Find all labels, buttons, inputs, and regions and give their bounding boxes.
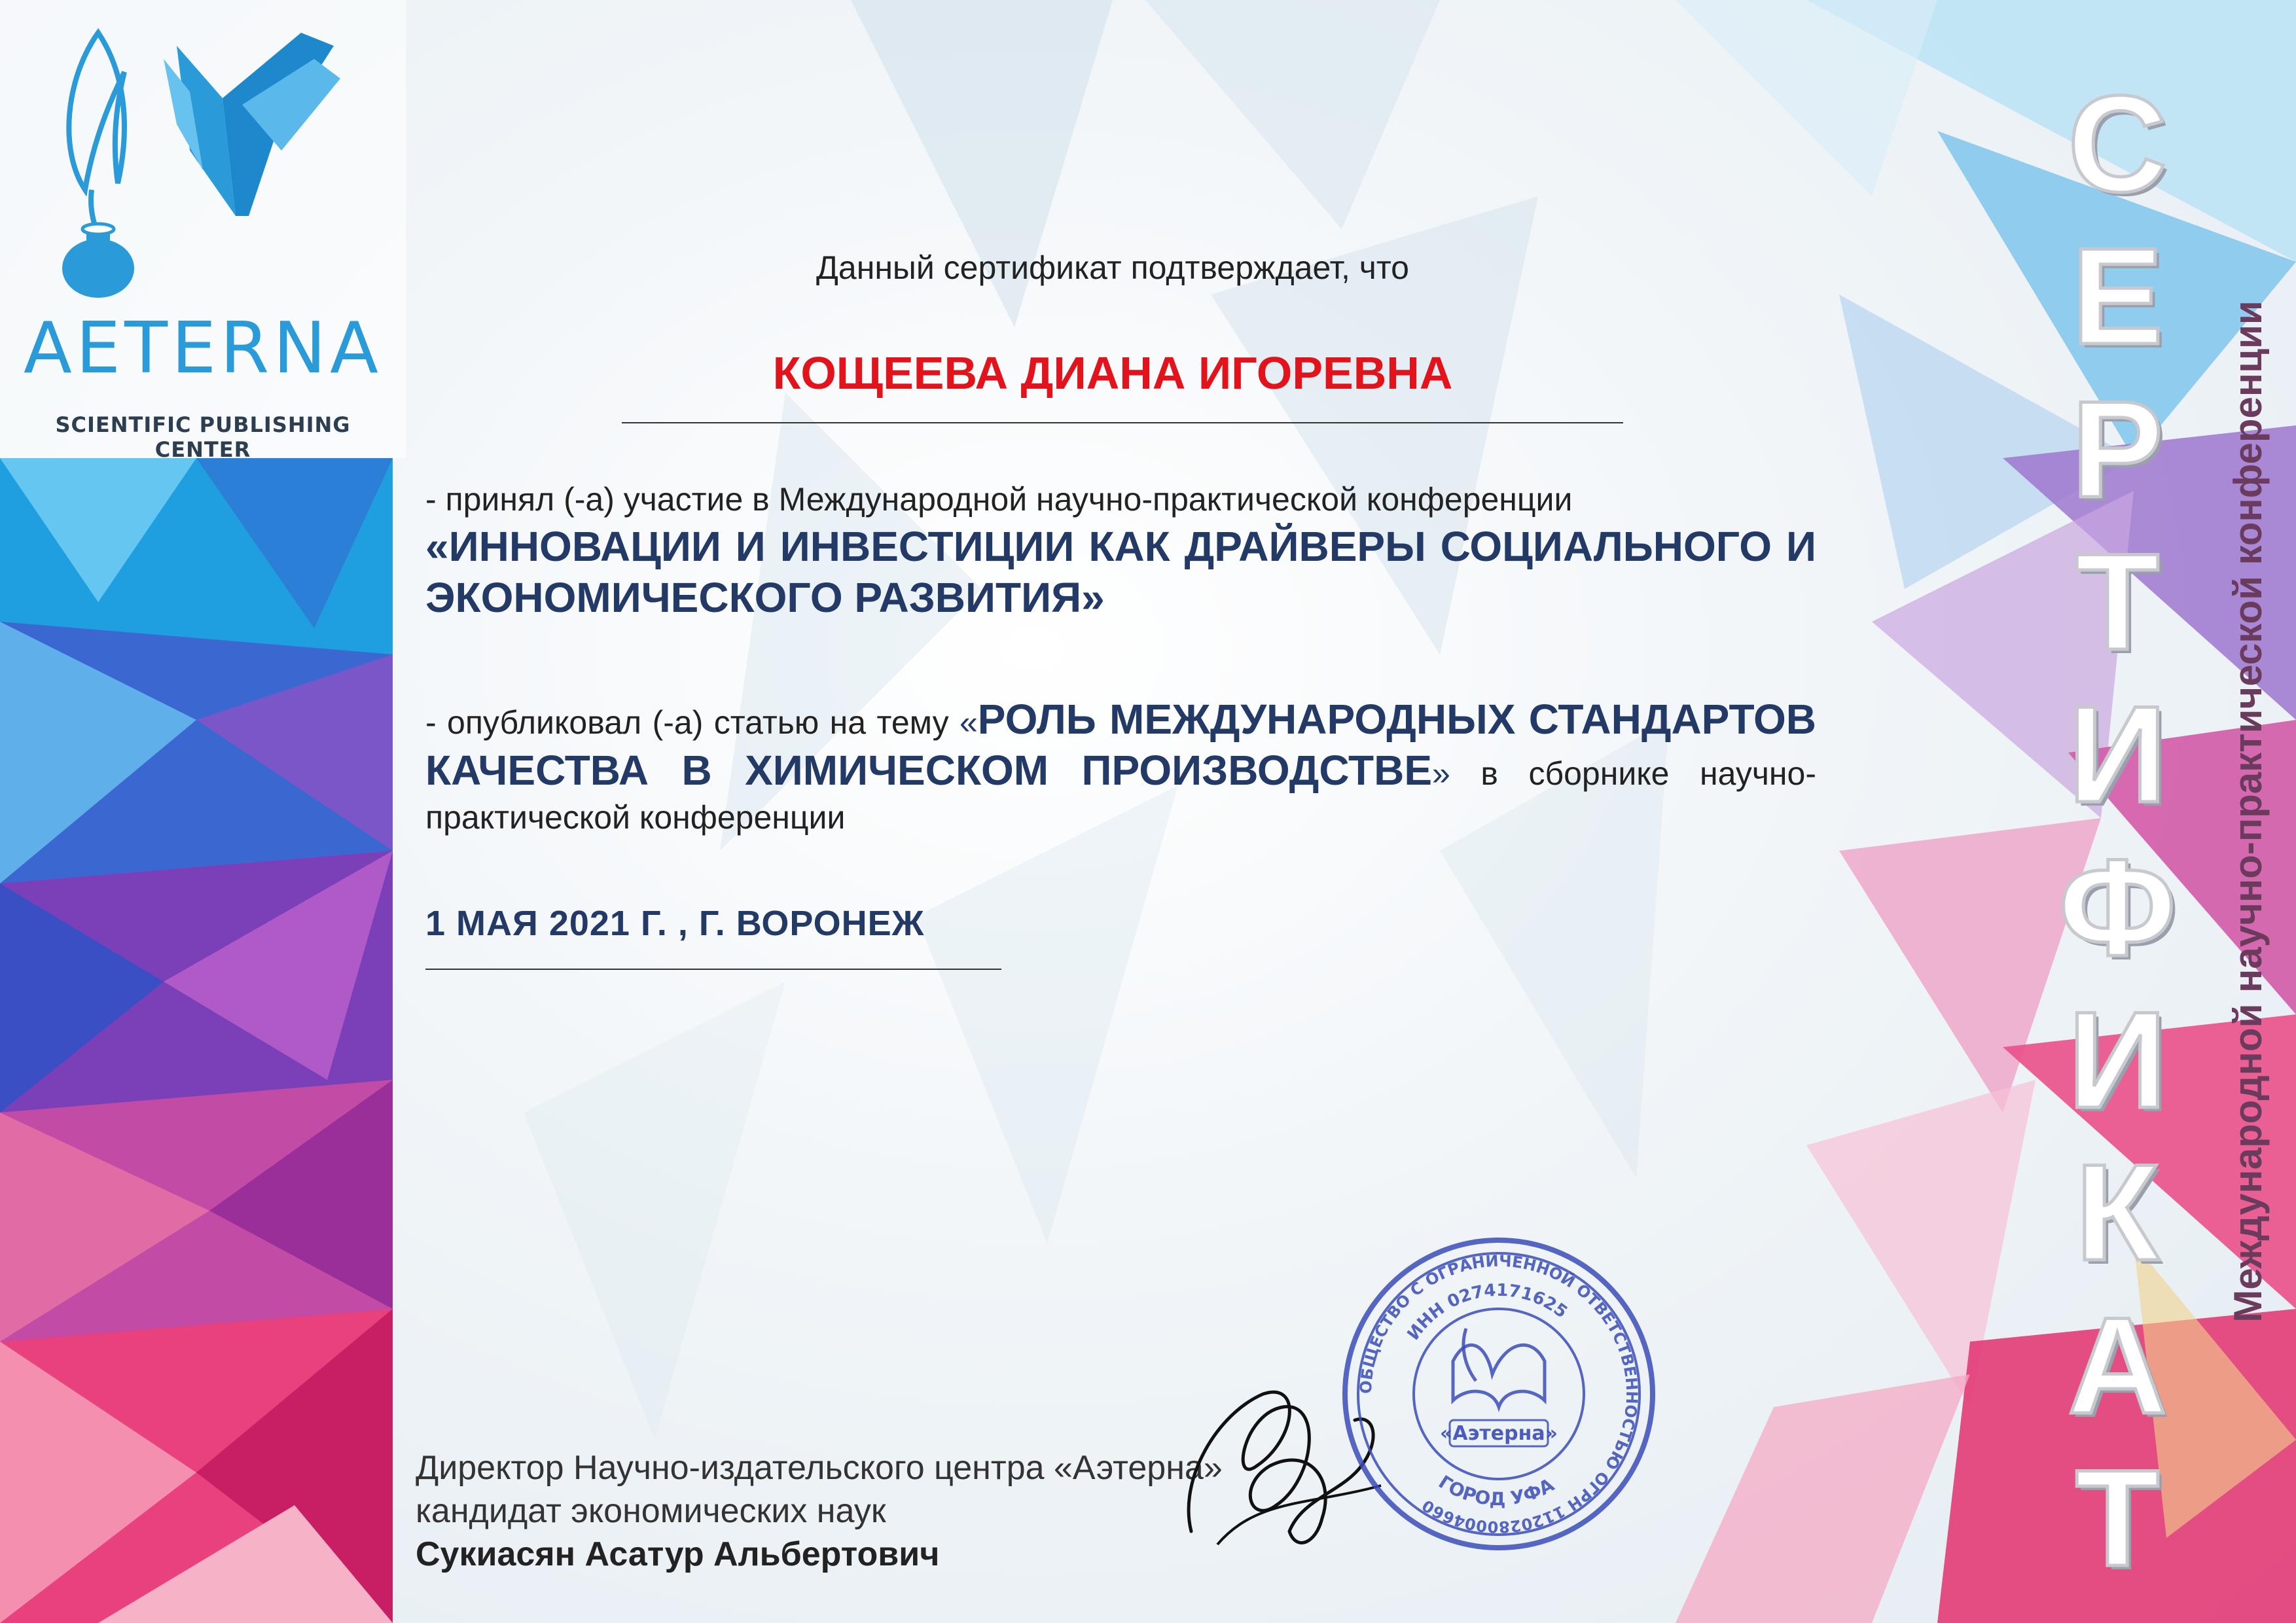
publication-suffix: в сборнике научно-практической конференции — [425, 755, 1816, 836]
side-conference-text: Международной научно-практической конференции — [2226, 300, 2270, 1323]
director-block — [416, 1446, 1223, 1576]
logo-subtitle: SCIENTIFIC PUBLISHING CENTER — [55, 412, 351, 462]
left-decor-strip — [0, 458, 393, 1623]
side-letter: И — [2068, 982, 2167, 1137]
stamp-city: ГОРОД УФА — [1435, 1471, 1558, 1510]
director-title: Директор Научно-издательского центра «Аэтерна» — [416, 1449, 1223, 1487]
side-letter: Ф — [2058, 830, 2176, 984]
quote-open: « — [959, 704, 978, 741]
name-underline — [622, 422, 1623, 423]
side-letter: Т — [2075, 524, 2160, 679]
recipient-name: КОЩЕЕВА ДИАНА ИГОРЕВНА — [772, 348, 1453, 399]
side-conference-label — [2212, 59, 2284, 1564]
intro-text: Данный сертификат подтверждает, что — [816, 249, 1409, 286]
stamp-inn: ИНН 0274171625 — [1403, 1280, 1571, 1344]
side-letter: С — [2068, 67, 2167, 221]
publication-paragraph — [425, 694, 1816, 839]
publication-prefix: - опубликовал (-а) статью на тему — [425, 704, 960, 741]
date-place: 1 МАЯ 2021 Г. , Г. ВОРОНЕЖ — [425, 904, 925, 943]
participation-prefix: - принял (-а) участие в Международной научно-практической конференции — [425, 481, 1573, 518]
svg-text:ГОРОД УФА — [1435, 1471, 1558, 1510]
logo-title: AETERNA — [23, 308, 383, 389]
logo-quill-book-icon — [26, 20, 393, 308]
stamp — [1335, 1230, 1662, 1558]
quote-close: » — [1432, 755, 1450, 792]
side-letter: Р — [2071, 372, 2164, 526]
side-letter: И — [2068, 677, 2167, 832]
conference-title: «ИННОВАЦИИ И ИНВЕСТИЦИИ КАК ДРАЙВЕРЫ СОЦИАЛЬНОГО И ЭКОНОМИЧЕСКОГО РАЗВИТИЯ» — [425, 523, 1816, 621]
side-title-certificate — [2058, 67, 2176, 1595]
side-letter: К — [2075, 1135, 2160, 1290]
side-letter: А — [2068, 1288, 2167, 1442]
side-letter: Т — [2075, 1440, 2160, 1595]
director-name: Сукиасян Асатур Альбертович — [416, 1535, 940, 1573]
logo — [0, 0, 406, 462]
date-underline — [425, 969, 1001, 970]
stamp-outer-text: ОБЩЕСТВО С ОГРАНИЧЕННОЙ ОТВЕТСТВЕННОСТЬЮ ОГРН 1120280004660 — [1356, 1251, 1641, 1537]
side-letter: Е — [2071, 219, 2164, 374]
participation-paragraph — [425, 478, 1816, 623]
director-degree: кандидат экономических наук — [416, 1492, 886, 1530]
article-title: РОЛЬ МЕЖДУНАРОДНЫХ СТАНДАРТОВ КАЧЕСТВА В ХИМИЧЕСКОМ ПРОИЗВОДСТВЕ — [425, 696, 1816, 794]
stamp-center-text: «Аэтерна» — [1440, 1422, 1558, 1445]
